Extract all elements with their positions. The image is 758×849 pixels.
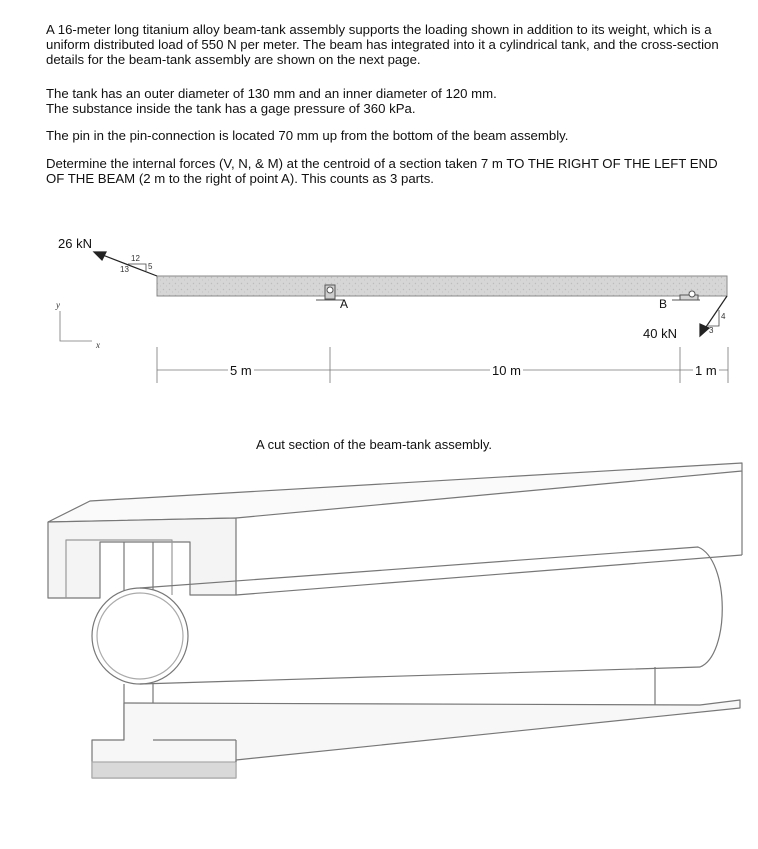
tank-circle-outer (92, 588, 188, 684)
point-b-label: B (659, 297, 668, 311)
gage-pressure-text: The substance inside the tank has a gage pressure of 360 kPa. (46, 101, 416, 116)
problem-paragraph-4: Determine the internal forces (V, N, & M) at the centroid of a section taken 7 m TO THE RIGHT OF THE LEFT END OF THE BEAM (2 m to the right of point A). This counts as 3 parts. (46, 156, 718, 186)
figure-caption: A cut section of the beam-tank assembly. (256, 437, 493, 452)
tank-diameter-text: The tank has an outer diameter of 130 mm and an inner diameter of 120 mm. (46, 86, 497, 101)
top-flange-top-face (48, 463, 742, 522)
slope-12-label: 12 (131, 254, 140, 263)
problem-paragraph-1: A 16-meter long titanium alloy beam-tank assembly supports the loading shown in addition to its weight, which is a uniform distributed load of 550 N per meter. The beam has integrated into it a cylindrical tank, and the cross-section details for the beam-tank assembly are shown on the next page. (46, 22, 719, 67)
left-force-label: 26 kN (58, 236, 92, 251)
dim-5m-label: 5 m (230, 363, 252, 378)
slope-13-label: 13 (120, 265, 129, 274)
right-force-label: 40 kN (643, 326, 677, 341)
point-a-label: A (340, 297, 349, 311)
slope-4-label: 4 (721, 312, 726, 321)
dim-1m-label: 1 m (695, 363, 717, 378)
dim-10m-label: 10 m (492, 363, 521, 378)
slope-5-label: 5 (148, 262, 153, 271)
axis-x-label: x (96, 340, 100, 350)
axis-y-label: y (56, 300, 60, 310)
problem-paragraph-3: The pin in the pin-connection is located 70 mm up from the bottom of the beam assembly. (46, 128, 569, 143)
slope-3-label: 3 (709, 326, 714, 335)
top-flange-front (48, 518, 236, 598)
